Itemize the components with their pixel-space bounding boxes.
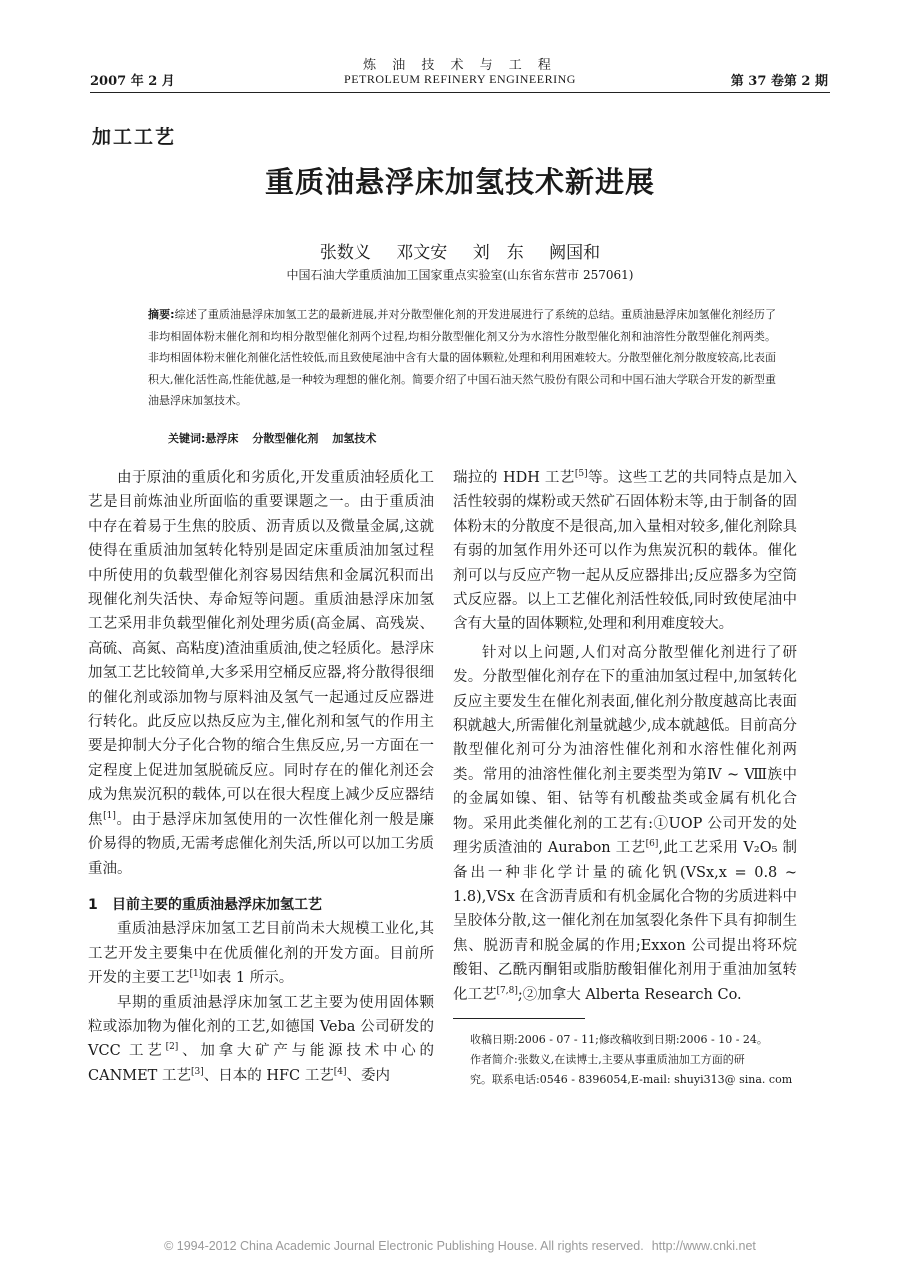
body-column-right <box>453 466 797 1007</box>
abstract-text: 综述了重质油悬浮床加氢工艺的最新进展,并对分散型催化剂的开发进展进行了系统的总结。重质油悬浮床加氢催化剂经历了非均相固体粉末催化剂和均相分散型催化剂两个过程,均相分散型催化剂又分为水溶性分散型催化剂和油溶性分散型催化剂两类。非均相固体粉末催化剂催化活性较低,而且致使尾油中含有大量的固体颗粒,处理和利用困难较大。分散型催化剂分散度较高,比表面积大,催化活性高,性能优越,是一种较为理想的催化剂。简要介绍了中国石油天然气股份有限公司和中国石油大学联合开发的新型重油悬浮床加氢技术。 <box>148 308 776 407</box>
citation: [1] <box>103 810 116 821</box>
paragraph-text: 早期的重质油悬浮床加氢工艺主要为使用固体颗粒或添加物为催化剂的工艺,如德国 Veba 公司研发的 VCC 工艺 <box>88 994 434 1060</box>
paragraph <box>453 641 797 1007</box>
journal-title-cn: 炼 油 技 术 与 工 程 <box>363 58 557 73</box>
header-date: 2007 年 2 月 <box>90 74 175 89</box>
paragraph-text: ;②加拿大 Alberta Research Co. <box>517 986 742 1003</box>
paragraph <box>453 466 797 637</box>
citation: [7,8] <box>496 985 518 996</box>
author: 阙国和 <box>549 243 601 263</box>
paragraph-text: 、加拿大矿产与能源技术中心的 CANMET 工艺 <box>88 1043 434 1084</box>
footnote-contact: 究。联系电话:0546 - 8396054,E-mail: shuyi313@ sina. com <box>470 1073 793 1086</box>
journal-title-en: PETROLEUM REFINERY ENGINEERING <box>344 72 576 86</box>
paragraph-text: 、日本的 HFC 工艺 <box>203 1067 334 1084</box>
author: 邓文安 <box>396 243 448 263</box>
body-column-left <box>88 466 434 1088</box>
keyword: 加氢技术 <box>332 432 377 445</box>
section-heading <box>88 893 434 917</box>
affiliation: 中国石油大学重质油加工国家重点实验室(山东省东营市 257061) <box>286 268 634 282</box>
citation: [3] <box>190 1066 204 1077</box>
author: 刘 东 <box>472 243 524 263</box>
abstract <box>148 304 776 412</box>
citation: [6] <box>645 839 659 850</box>
watermark-url: http://www.cnki.net <box>651 1239 756 1253</box>
citation: [5] <box>574 469 588 480</box>
copyright-watermark <box>0 1239 920 1253</box>
keyword: 分散型催化剂 <box>252 432 319 445</box>
citation: [1] <box>189 969 203 980</box>
paragraph-text: 针对以上问题,人们对高分散型催化剂进行了研发。分散型催化剂存在下的重油加氢过程中,加氢转化反应主要发生在催化剂表面,催化剂分散度越高比表面积就越大,所需催化剂量就越少,成本就越低。目前高分散型催化剂可分为油溶性催化剂和水溶性催化剂两类。常用的油溶性催化剂主要类型为第Ⅳ ~ Ⅷ族中的金属如镍、钼、钴等有机酸盐类或金属有机化合物。采用此类催化剂的工艺有:①UOP 公司开发的处理劣质渣油的 Aurabon 工艺 <box>453 644 797 857</box>
section-title: 目前主要的重质油悬浮床加氢工艺 <box>112 896 322 913</box>
header-issue: 第 37 卷第 2 期 <box>730 74 828 89</box>
paragraph-text: 。由于悬浮床加氢使用的一次性催化剂一般是廉价易得的物质,无需考虑催化剂失活,所以可以加工劣质重油。 <box>88 811 435 877</box>
article-title: 重质油悬浮床加氢技术新进展 <box>264 165 655 199</box>
paragraph-text: ,此工艺采用 V₂O₅ 制备出一种非化学计量的硫化钒(VSx,x = 0.8 ~ 1.8),VSx 在含沥青质和有机金属化合物的劣质进料中呈胶体分散,这一催化剂在加氢裂化条件下具有抑制生焦、脱沥青和脱金属的作用;Exxon 公司提出将环烷酸钼、乙酰丙酮钼或脂肪酸钼催化剂用于重油加氢转化工艺 <box>453 840 797 1003</box>
paragraph <box>88 991 434 1089</box>
paragraph-text: 等。这些工艺的共同特点是加入活性较弱的煤粉或天然矿石固体粉末等,由于制备的固体粉末的分散度不是很高,加入量相对较多,催化剂除具有弱的加氢作用外还可以作为焦炭沉积的载体。催化剂可以与反应产物一起从反应器排出;反应器多为空筒式反应器。以上工艺催化剂活性较低,同时致使尾油中含有大量的固体颗粒,处理和利用难度较大。 <box>453 470 797 633</box>
citation: [2] <box>165 1042 179 1053</box>
footnote-divider <box>453 1018 585 1019</box>
paragraph <box>88 917 434 990</box>
keywords <box>168 430 390 446</box>
keyword: 悬浮床 <box>205 432 239 445</box>
paragraph <box>88 466 434 881</box>
header-divider <box>90 92 830 93</box>
paragraph-text: 如表 1 所示。 <box>202 970 294 987</box>
footnotes <box>470 1030 810 1090</box>
paragraph-text: 由于原油的重质化和劣质化,开发重质油轻质化工艺是目前炼油业所面临的重要课题之一。由于重质油中存在着易于生焦的胶质、沥青质以及微量金属,这就使得在重质油加氢转化特别是固定床重质油加氢过程中所使用的负载型催化剂容易因结焦和金属沉积而出现催化剂失活快、寿命短等问题。重质油悬浮床加氢工艺采用非负载型催化剂处理劣质(高金属、高残炭、高硫、高氮、高粘度)渣油重质油,使之轻质化。悬浮床加氢工艺比较简单,大多采用空桶反应器,将分散得很细的催化剂或添加物与原料油及氢气一起通过反应器进行转化。此反应以热反应为主,催化剂和氢气的作用主要是抑制大分子化合物的缩合生焦反应,另一方面在一定程度上促进加氢脱硫反应。同时存在的催化剂还会成为焦炭沉积的载体,可以在很大程度上减少反应器结焦 <box>88 470 434 828</box>
citation: [4] <box>333 1066 347 1077</box>
abstract-label: 摘要: <box>148 308 175 321</box>
author: 张数义 <box>319 243 371 263</box>
keywords-label: 关键词: <box>168 432 206 445</box>
section-number: 1 <box>88 896 98 913</box>
section-label: 加工工艺 <box>92 126 177 148</box>
author-list <box>0 238 920 263</box>
paragraph-text: 重质油悬浮床加氢工艺目前尚未大规模工业化,其工艺开发主要集中在优质催化剂的开发方面。目前所开发的主要工艺 <box>88 921 434 987</box>
footnote-author: 作者简介:张数义,在读博士,主要从事重质油加工方面的研 <box>470 1053 745 1066</box>
footnote-received: 收稿日期:2006 - 07 - 11;修改稿收到日期:2006 - 10 - 24。 <box>470 1033 768 1046</box>
copyright-text: © 1994-2012 China Academic Journal Electronic Publishing House. All rights reserved. <box>164 1239 644 1253</box>
paragraph-text: 、委内 <box>346 1067 390 1084</box>
paragraph-text: 瑞拉的 HDH 工艺 <box>453 470 575 486</box>
